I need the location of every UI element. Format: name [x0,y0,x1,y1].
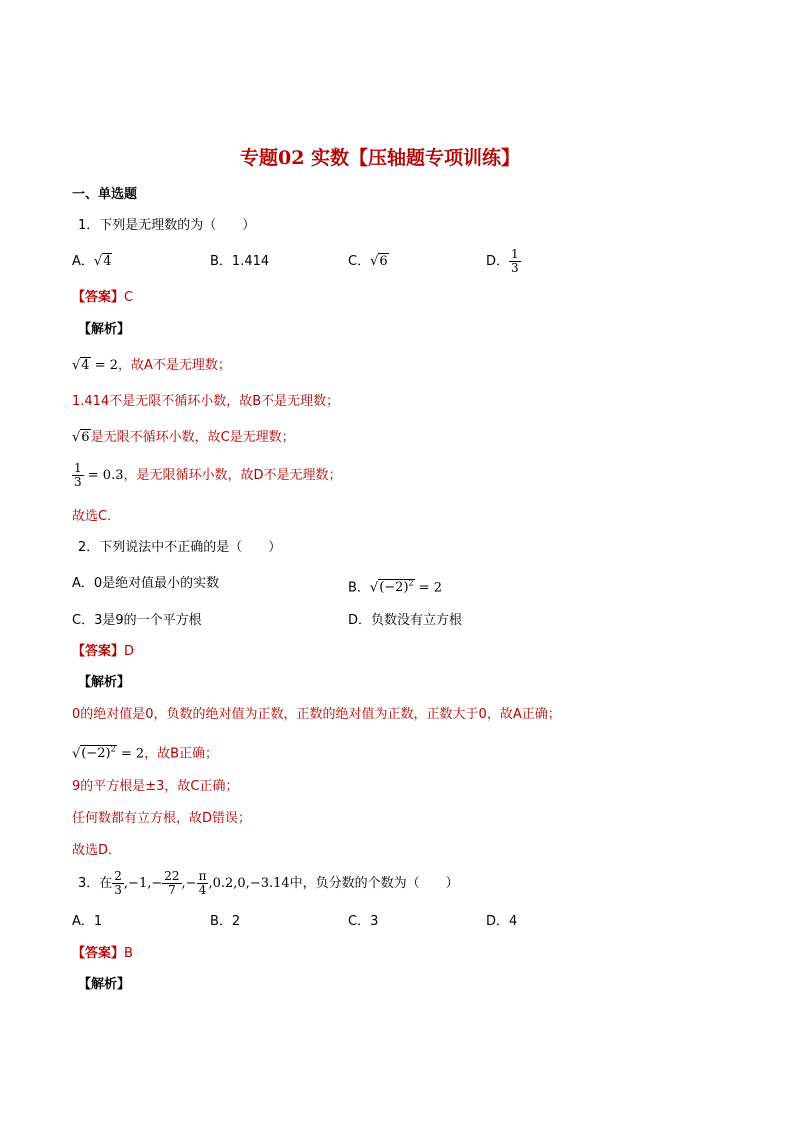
q3-option-d: D．4 [486,914,518,929]
sqrt-expression: $√(-2)^2$ [72,745,116,762]
q3-option-a: A．1 [72,914,103,929]
q1-option-a [72,254,112,270]
q2-analysis-line-1: 0的绝对值是0，负数的绝对值为正数，正数的绝对值为正数，正数大于0，故A正确； [72,707,561,722]
repeating-digit: 3 · [115,468,123,483]
answer-value: B [124,946,133,961]
q3-answer [72,946,133,962]
q3-option-b: B．2 [210,914,241,929]
q2-analysis-line-4: 任何数都有立方根，故D错误； [72,811,252,826]
q1-analysis-line-4: $\frac{1}{3}$ = 0.3 ·，是无限循环小数，故D不是无理数； [72,458,342,494]
repeating-digit: 2 · [225,876,233,891]
fraction: $\frac{1}{3}$ [511,247,519,275]
fraction: $\frac{22}{7}$ [164,869,180,897]
q2-option-b: B．$√(-2)^2 = 2$ [348,576,442,596]
q1-analysis-line-2: 1.414不是无限不循环小数，故B不是无理数； [72,394,340,409]
answer-label: 【答案】 [72,946,125,961]
q2-analysis-line-2: $√(-2)^2 = 2$，故B正确； [72,742,218,762]
q2-answer [72,644,134,660]
fraction: $\frac{2}{3}$ [114,869,122,897]
answer-value: D [124,644,135,659]
q3-analysis-label: 【解析】 [78,977,131,992]
fraction: $\frac{\pi}{4}$ [198,869,207,897]
sqrt-expression: √6 [370,254,388,269]
q1-option-b: B．1.414 [210,254,270,269]
q3-option-c: C．3 [348,914,379,929]
fraction: $\frac{1}{3}$ [74,461,82,489]
question-3-stem: 3．在 $\frac{2}{3}$ ,−1,− $\frac{22}{7}$ ,− $\frac{\pi}{4}$ ,0.2 ·,0,−3.14中，负分数的个数为（ ） [78,866,459,902]
q2-analysis-label: 【解析】 [78,675,131,690]
q1-analysis-line-3: √6是无限不循环小数，故C是无理数； [72,430,295,445]
q2-option-d: D．负数没有立方根 [348,613,463,628]
answer-value: C [124,290,134,305]
answer-label: 【答案】 [72,644,125,659]
option-b-label: B． [348,580,370,596]
q1-conclusion: 故选C． [72,509,121,524]
q2-conclusion: 故选D． [72,843,122,858]
page-title: 专题02 实数【压轴题专项训练】 [240,147,521,169]
option-c-label: C． [348,254,371,269]
sqrt-expression: √4 [93,254,112,269]
q1-option-d [486,244,521,280]
q2-option-c: C．3是9的一个平方根 [72,613,202,628]
answer-label: 【答案】 [72,290,125,305]
q1-analysis-label: 【解析】 [78,322,131,337]
sqrt-expression: $√(-2)^2$ [369,579,414,596]
q1-analysis-line-1: √4 = 2，故A不是无理数； [72,358,231,373]
q1-answer [72,290,133,306]
q2-option-a: A．0是绝对值最小的实数 [72,576,220,591]
sqrt-expression: √4 [72,358,90,373]
q1-option-c [348,254,389,270]
option-d-label: D． [486,254,510,269]
sqrt-expression: √6 [72,430,90,445]
option-a-label: A． [72,254,94,269]
section-heading: 一、单选题 [72,187,138,202]
question-1-stem: 1．下列是无理数的为（ ） [78,218,256,233]
question-2-stem: 2．下列说法中不正确的是（ ） [78,540,282,555]
q2-analysis-line-3: 9的平方根是±3，故C正确； [72,779,239,794]
